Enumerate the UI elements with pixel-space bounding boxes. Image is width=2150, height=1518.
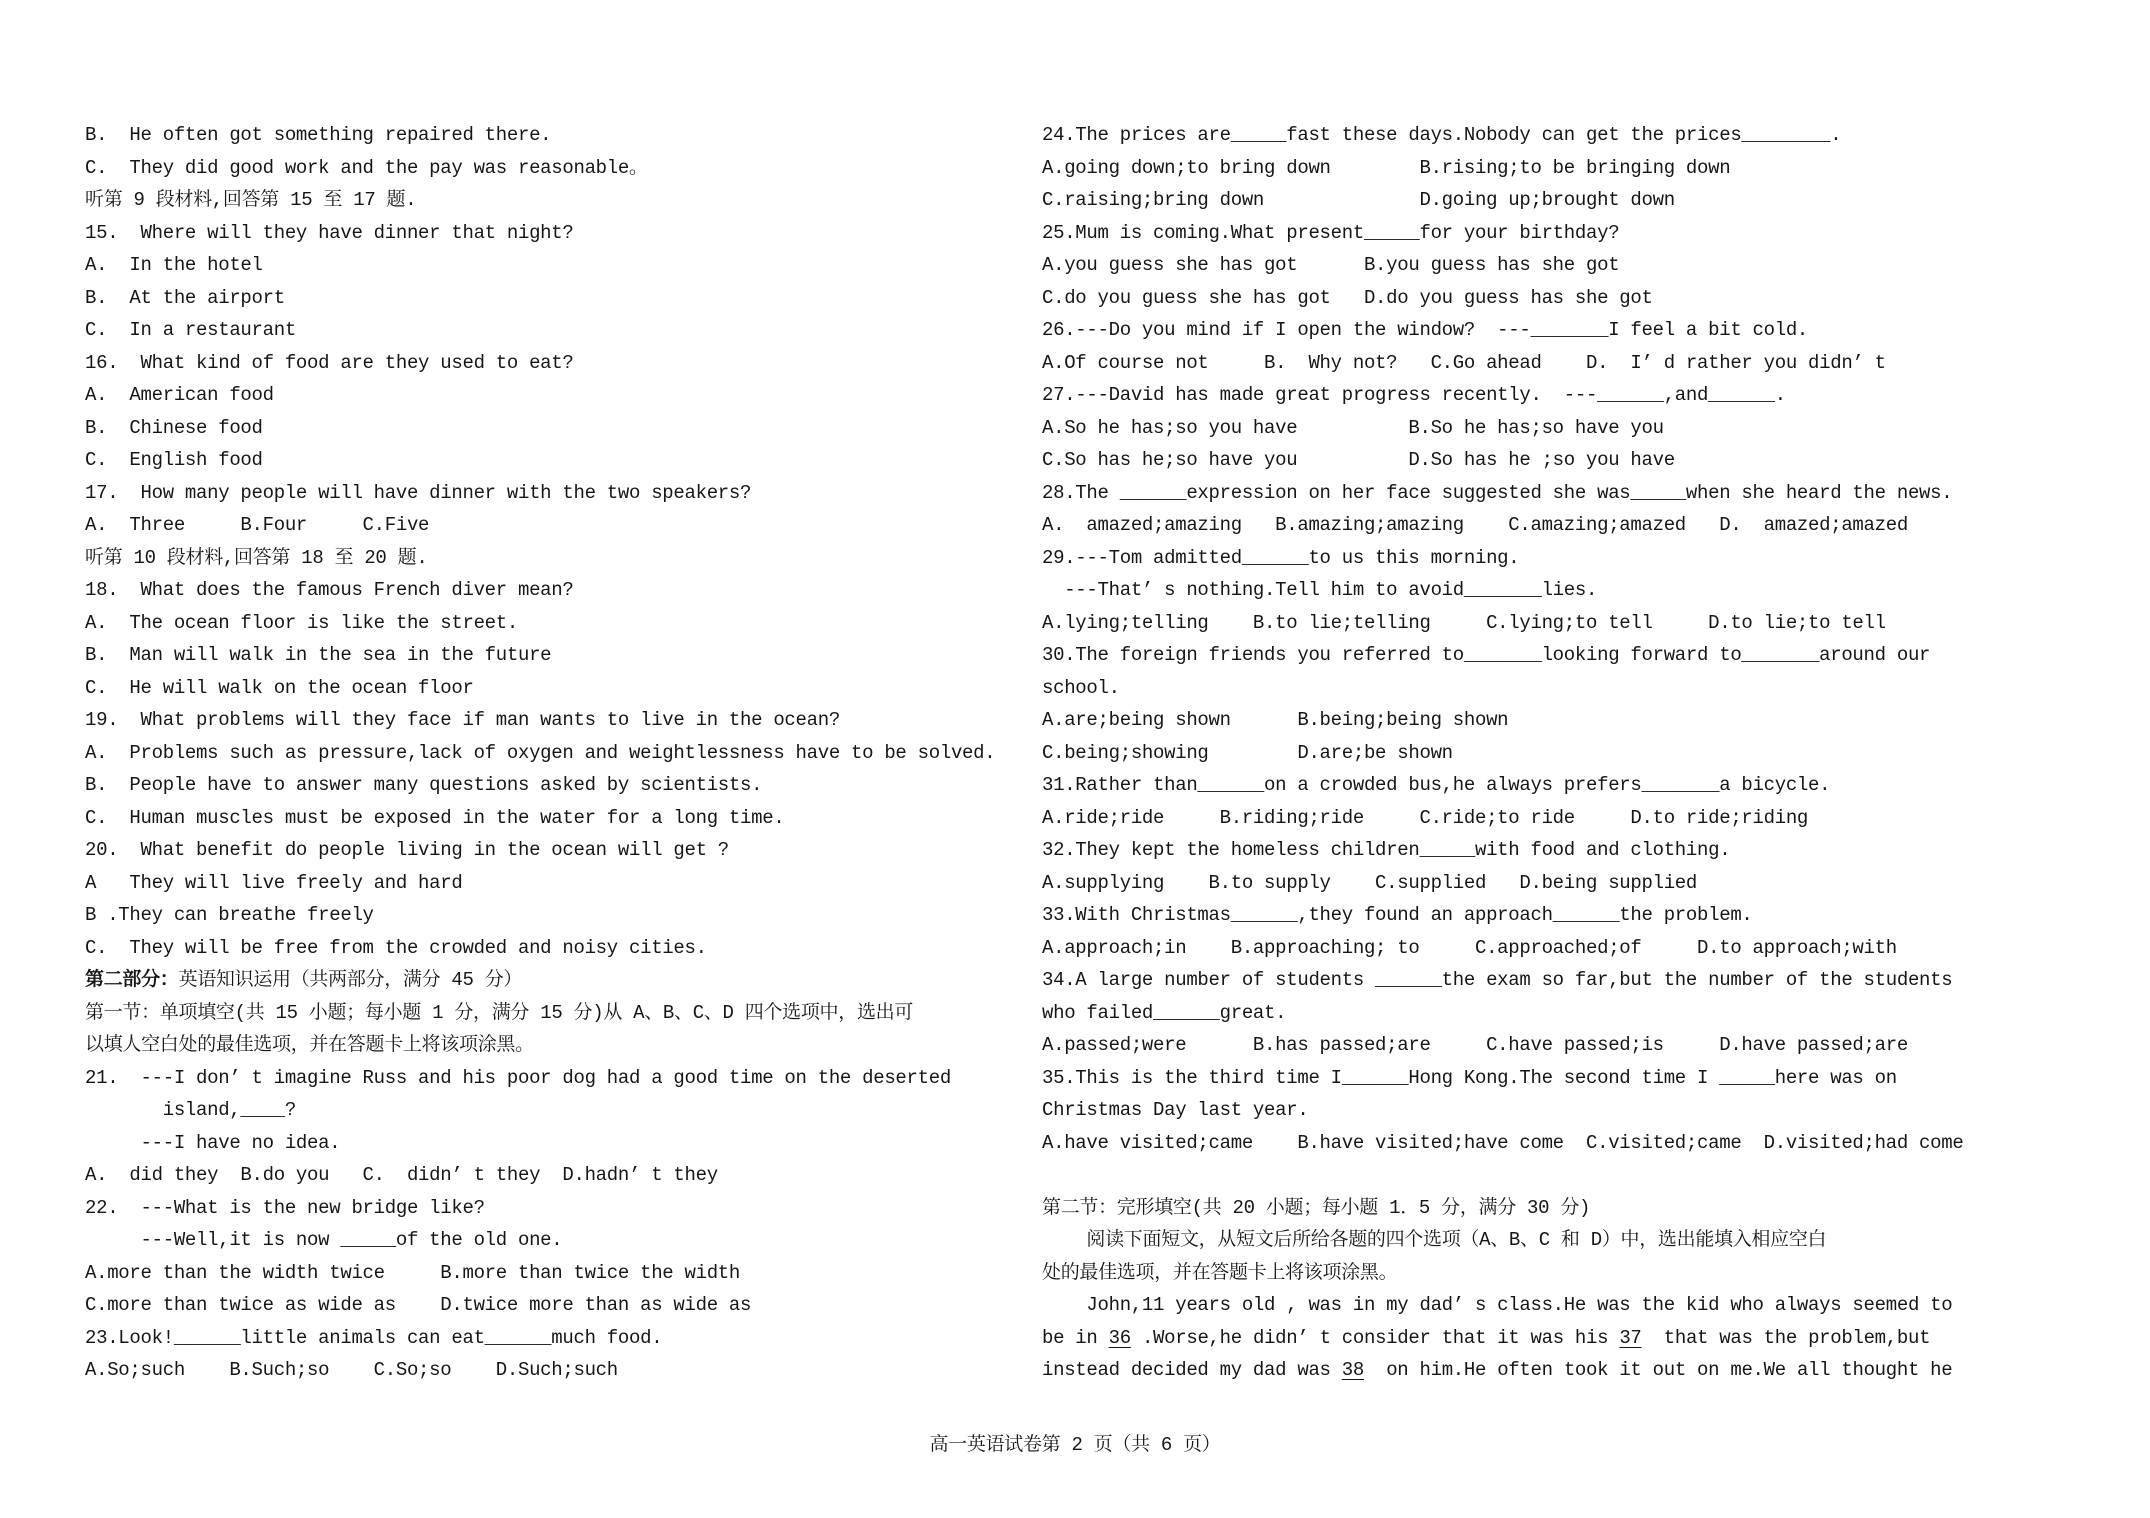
text-segment: C. They did good work and the pay was reasonable。: [85, 156, 648, 179]
text-line: [1042, 119, 2142, 152]
text-segment: 19. What problems will they face if man wants to live in the ocean?: [85, 709, 840, 731]
text-line: [85, 899, 1045, 932]
text-line: [85, 607, 1045, 640]
text-segment: 以填人空白处的最佳选项，并在答题卡上将该项涂黑。: [85, 1034, 534, 1056]
text-segment: A.going down;to bring down B.rising;to be bringing down: [1042, 156, 1731, 179]
text-line: [85, 1354, 1045, 1387]
text-line: [1042, 314, 2142, 347]
text-segment: 20. What benefit do people living in the ocean will get ?: [85, 839, 729, 861]
text-segment: 16. What kind of food are they used to eat?: [85, 351, 574, 374]
text-line: [1042, 672, 2142, 705]
text-line: [85, 249, 1045, 282]
text-segment: C. In a restaurant: [85, 319, 296, 341]
text-segment: A.approach;in B.approaching; to C.approached;of D.to approach;with: [1042, 936, 1897, 959]
text-line: [1042, 542, 2142, 575]
text-segment: 第一节：单项填空(共 15 小题；每小题 1 分，满分 15 分)从 A、B、C、D 四个选项中，选出可: [85, 1001, 914, 1024]
text-line: [1042, 1062, 2142, 1095]
text-segment: A.more than the width twice B.more than twice the width: [85, 1261, 741, 1284]
text-segment: C. Human muscles must be exposed in the water for a long time.: [85, 806, 785, 829]
text-segment: A.So he has;so you have B.So he has;so have you: [1042, 416, 1664, 439]
text-line: [85, 802, 1045, 835]
text-line: [85, 867, 1045, 900]
text-line: [1042, 704, 2142, 737]
text-line: [1042, 574, 2142, 607]
text-line: [85, 379, 1045, 412]
text-line: [1042, 997, 2142, 1030]
text-line: [85, 964, 1045, 997]
text-segment: C.So has he;so have you D.So has he ;so you have: [1042, 449, 1675, 471]
underlined-blank-number: 37: [1619, 1326, 1642, 1349]
text-segment: C.do you guess she has got D.do you guess has she got: [1042, 286, 1653, 309]
text-line: [1042, 184, 2142, 217]
text-segment: A.Of course not B. Why not? C.Go ahead D. I’ d rather you didn’ t: [1042, 351, 1886, 374]
text-line: [85, 477, 1045, 510]
underlined-blank-number: 36: [1108, 1326, 1131, 1349]
text-segment: 15. Where will they have dinner that night?: [85, 221, 574, 244]
text-segment: A. Three B.Four C.Five: [85, 514, 430, 536]
text-segment: A.So;such B.Such;so C.So;so D.Such;such: [85, 1359, 618, 1381]
text-line: [1042, 1192, 2142, 1225]
text-line: [85, 1289, 1045, 1322]
text-line: [1042, 444, 2142, 477]
text-segment: 听第 10 段材料,回答第 18 至 20 题.: [85, 546, 428, 569]
text-segment: A. amazed;amazing B.amazing;amazing C.amazing;amazed D. amazed;amazed: [1042, 514, 1908, 536]
text-line: [1042, 509, 2142, 542]
text-segment: B .They can breathe freely: [85, 904, 374, 926]
text-segment: C. English food: [85, 449, 263, 471]
text-segment: A.lying;telling B.to lie;telling C.lying;to tell D.to lie;to tell: [1042, 611, 1886, 634]
text-segment: B. People have to answer many questions asked by scientists.: [85, 774, 763, 796]
page-footer: 高一英语试卷第 2 页（共 6 页）: [929, 1434, 1221, 1456]
text-segment: 24.The prices are_____fast these days.Nobody can get the prices________.: [1042, 124, 1842, 146]
text-line: [1042, 639, 2142, 672]
text-line: [1042, 412, 2142, 445]
text-segment: A.you guess she has got B.you guess has she got: [1042, 254, 1620, 276]
text-line: [85, 217, 1045, 250]
text-segment: 22. ---What is the new bridge like?: [85, 1196, 485, 1219]
text-segment: A.ride;ride B.riding;ride C.ride;to ride D.to ride;riding: [1042, 806, 1809, 829]
text-segment: ---That’ s nothing.Tell him to avoid_______lies.: [1042, 579, 1598, 601]
text-segment: A They will live freely and hard: [85, 871, 463, 894]
text-line: [85, 1322, 1045, 1355]
text-segment: who failed______great.: [1042, 1001, 1287, 1024]
text-segment: that was the problem,but: [1641, 1326, 1931, 1349]
text-line: [85, 444, 1045, 477]
text-segment: 34.A large number of students ______the exam so far,but the number of the students: [1042, 969, 1953, 991]
text-line: [85, 1062, 1045, 1095]
text-segment: 35.This is the third time I______Hong Kong.The second time I _____here was on: [1042, 1066, 1897, 1089]
text-segment: 29.---Tom admitted______to us this morning.: [1042, 546, 1520, 569]
text-line: [85, 1257, 1045, 1290]
text-segment: A. The ocean floor is like the street.: [85, 611, 518, 634]
text-line: [85, 574, 1045, 607]
text-line: [85, 834, 1045, 867]
text-segment: 21. ---I don’ t imagine Russ and his poor dog had a good time on the deserted: [85, 1066, 951, 1089]
text-line: [1042, 834, 2142, 867]
text-segment: 23.Look!______little animals can eat______much food.: [85, 1326, 663, 1349]
text-line: [1042, 1029, 2142, 1062]
text-line: [85, 1159, 1045, 1192]
text-line: [85, 769, 1045, 802]
text-line: [1042, 1094, 2142, 1127]
text-segment: 25.Mum is coming.What present_____for your birthday?: [1042, 221, 1620, 244]
text-segment: A. Problems such as pressure,lack of oxygen and weightlessness have to be solved.: [85, 741, 996, 764]
text-segment: A. In the hotel: [85, 254, 263, 276]
text-segment: C.raising;bring down D.going up;brought down: [1042, 189, 1675, 211]
text-line: [85, 152, 1045, 185]
text-line: [85, 1224, 1045, 1257]
text-segment: 18. What does the famous French diver mean?: [85, 579, 574, 601]
text-line: [85, 1029, 1045, 1062]
text-segment: school.: [1042, 676, 1120, 699]
text-line: [1042, 769, 2142, 802]
text-segment: Christmas Day last year.: [1042, 1099, 1309, 1121]
text-line: [85, 997, 1045, 1030]
text-segment: 32.They kept the homeless children_____with food and clothing.: [1042, 839, 1731, 861]
text-segment: C.being;showing D.are;be shown: [1042, 741, 1453, 764]
text-segment: A.are;being shown B.being;being shown: [1042, 709, 1509, 731]
text-line: [1042, 1289, 2142, 1322]
text-segment: 英语知识运用（共两部分，满分 45 分）: [178, 969, 523, 991]
text-segment: 阅读下面短文，从短文后所给各题的四个选项（A、B、C 和 D）中，选出能填入相应空白: [1042, 1229, 1827, 1251]
text-line: [85, 509, 1045, 542]
text-line: [1042, 899, 2142, 932]
text-segment: .Worse,he didn’ t consider that it was his: [1130, 1326, 1620, 1349]
text-line: [1042, 152, 2142, 185]
right-column: [1042, 119, 2142, 1387]
text-line: [85, 672, 1045, 705]
text-segment: B. Man will walk in the sea in the future: [85, 644, 552, 666]
text-segment: 17. How many people will have dinner with the two speakers?: [85, 481, 752, 504]
text-segment: 30.The foreign friends you referred to_______looking forward to_______around our: [1042, 644, 1931, 666]
text-line: [1042, 1127, 2142, 1160]
text-line: [85, 282, 1045, 315]
text-line: [85, 347, 1045, 380]
text-line: [1042, 932, 2142, 965]
text-line: [1042, 217, 2142, 250]
text-segment: B. He often got something repaired there.: [85, 124, 552, 146]
text-line: [85, 119, 1045, 152]
text-segment: C. They will be free from the crowded and noisy cities.: [85, 936, 707, 959]
text-line: [85, 412, 1045, 445]
text-segment: 第二部分：: [85, 969, 179, 991]
text-line: [1042, 249, 2142, 282]
text-segment: 处的最佳选项，并在答题卡上将该项涂黑。: [1042, 1261, 1398, 1284]
text-line: [85, 737, 1045, 770]
text-line: [1042, 1224, 2142, 1257]
text-line: [1042, 477, 2142, 510]
text-line: [1042, 737, 2142, 770]
text-segment: A.have visited;came B.have visited;have come C.visited;came D.visited;had come: [1042, 1131, 1964, 1154]
text-line: [1042, 1159, 2142, 1192]
text-segment: C.more than twice as wide as D.twice more than as wide as: [85, 1294, 752, 1316]
text-segment: 33.With Christmas______,they found an approach______the problem.: [1042, 904, 1753, 926]
text-line: [85, 932, 1045, 965]
text-segment: 第二节：完形填空(共 20 小题；每小题 1．5 分，满分 30 分): [1042, 1196, 1591, 1219]
text-segment: B. Chinese food: [85, 416, 263, 439]
left-column: [85, 119, 1045, 1387]
underlined-blank-number: 38: [1341, 1359, 1364, 1381]
text-segment: 27.---David has made great progress recently. ---______,and______.: [1042, 384, 1786, 406]
text-segment: ---Well,it is now _____of the old one.: [85, 1229, 563, 1251]
text-segment: B. At the airport: [85, 286, 285, 309]
text-line: [85, 1192, 1045, 1225]
text-line: [1042, 347, 2142, 380]
text-segment: A. did they B.do you C. didn’ t they D.hadn’ t they: [85, 1164, 718, 1186]
text-line: [1042, 1257, 2142, 1290]
text-segment: 31.Rather than______on a crowded bus,he always prefers_______a bicycle.: [1042, 774, 1831, 796]
text-segment: A.passed;were B.has passed;are C.have passed;is D.have passed;are: [1042, 1034, 1908, 1056]
text-segment: 听第 9 段材料,回答第 15 至 17 题.: [85, 189, 417, 211]
text-line: [1042, 964, 2142, 997]
text-line: [85, 314, 1045, 347]
text-segment: on him.He often took it out on me.We all thought he: [1363, 1359, 1953, 1381]
text-line: [85, 542, 1045, 575]
text-line: [1042, 867, 2142, 900]
text-segment: be in: [1042, 1326, 1109, 1349]
text-segment: 26.---Do you mind if I open the window? ---_______I feel a bit cold.: [1042, 319, 1809, 341]
text-line: [1042, 282, 2142, 315]
text-line: [85, 1127, 1045, 1160]
text-line: [85, 704, 1045, 737]
text-line: [1042, 802, 2142, 835]
text-segment: A. American food: [85, 384, 274, 406]
text-line: [85, 184, 1045, 217]
text-segment: 28.The ______expression on her face suggested she was_____when she heard the news.: [1042, 481, 1953, 504]
text-segment: instead decided my dad was: [1042, 1359, 1342, 1381]
text-line: [85, 1094, 1045, 1127]
text-line: [1042, 607, 2142, 640]
text-line: [1042, 1354, 2142, 1387]
text-segment: island,____?: [85, 1099, 296, 1121]
text-line: [1042, 1322, 2142, 1355]
text-segment: ---I have no idea.: [85, 1131, 341, 1154]
text-segment: A.supplying B.to supply C.supplied D.being supplied: [1042, 871, 1698, 894]
text-segment: John,11 years old , was in my dad’ s class.He was the kid who always seemed to: [1042, 1294, 1953, 1316]
text-line: [1042, 379, 2142, 412]
text-segment: C. He will walk on the ocean floor: [85, 676, 474, 699]
text-line: [85, 639, 1045, 672]
